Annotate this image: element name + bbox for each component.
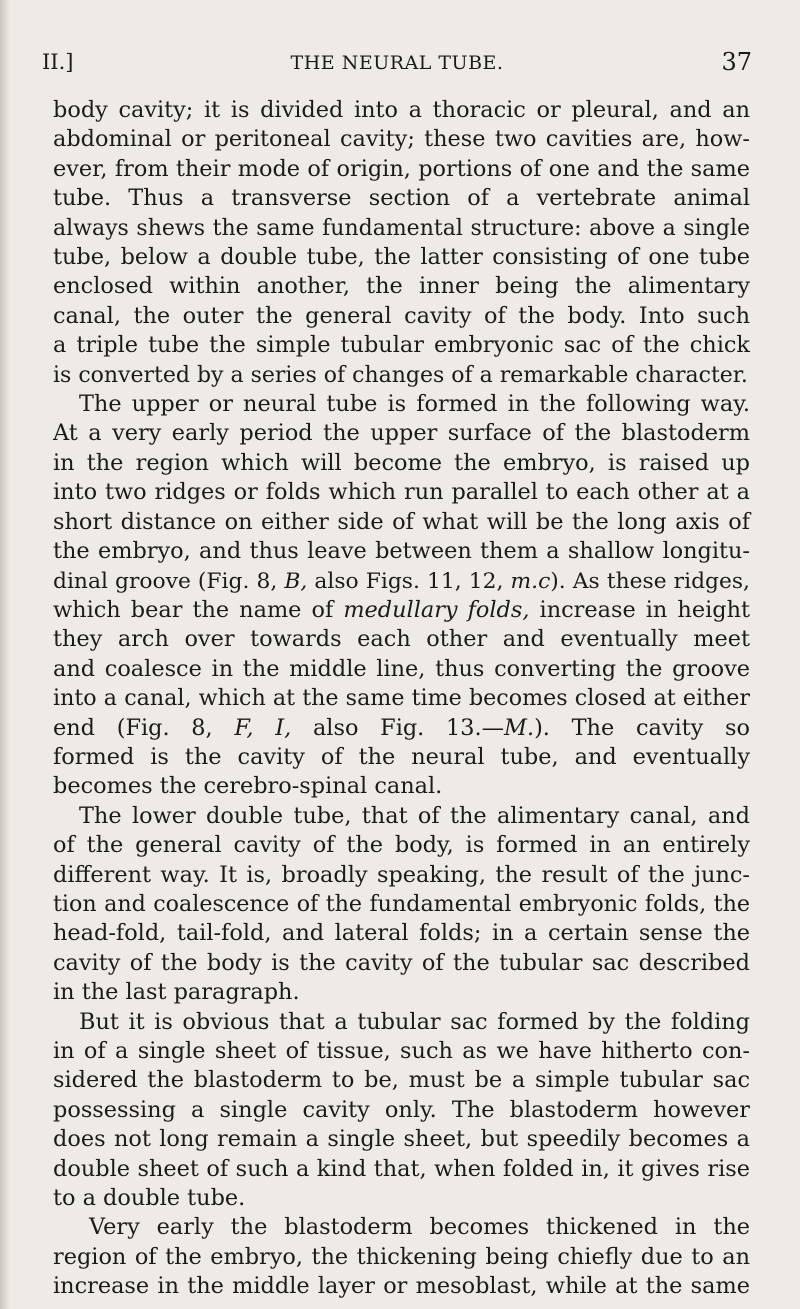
text-line: canal, the outer the general cavity of the body. Into such — [53, 302, 750, 329]
text-line: head-fold, tail-fold, and lateral folds; in a certain sense the — [53, 920, 750, 947]
text-line: in the region which will become the embryo, is raised up — [53, 449, 750, 476]
text-line: double sheet of such a kind that, when folded in, it gives rise — [53, 1155, 750, 1182]
text-line: abdominal or peritoneal cavity; these two cavities are, how- — [53, 126, 750, 153]
text-line: always shews the same fundamental structure: above a single — [53, 215, 750, 241]
text-line: sidered the blastoderm to be, must be a simple tubular sac — [53, 1067, 750, 1094]
text-line: possessing a single cavity only. The blastoderm however — [53, 1096, 750, 1123]
text-line: dinal groove (Fig. 8, B, also Figs. 11, 12, m.c). As these ridges, — [53, 568, 750, 594]
text-line: to a double tube. — [53, 1185, 246, 1212]
text-line: of the general cavity of the body, is formed in an entirely — [53, 832, 750, 859]
text-line: body cavity; it is divided into a thoracic or pleural, and an — [53, 97, 750, 123]
paragraph-start-line: The upper or neural tube is formed in the following way. — [79, 391, 750, 418]
text-line: the embryo, and thus leave between them a shallow longitu- — [53, 538, 750, 565]
paragraph-start-line: Very early the blastoderm becomes thickened in the — [89, 1214, 750, 1241]
text-line: ever, from their mode of origin, portions of one and the same — [53, 155, 750, 182]
paragraph-start-line: The lower double tube, that of the alimentary canal, and — [79, 802, 750, 829]
paragraph-start-line: But it is obvious that a tubular sac formed by the folding — [79, 1008, 750, 1035]
text-line: tube. Thus a transverse section of a vertebrate animal — [53, 185, 750, 212]
text-line: enclosed within another, the inner being the alimentary — [53, 273, 750, 300]
section-marker: II.] — [42, 50, 74, 74]
text-line: into two ridges or folds which run parallel to each other at a — [53, 479, 750, 506]
text-line: different way. It is, broadly speaking, the result of the junc- — [53, 861, 750, 888]
page-gutter-shadow — [0, 0, 10, 1309]
text-line: end (Fig. 8, F, I, also Fig. 13.—M.). The cavity so — [53, 714, 750, 741]
text-line: increase in the middle layer or mesoblast, while at the same — [53, 1273, 750, 1300]
text-line: is converted by a series of changes of a remarkable character. — [53, 362, 748, 388]
text-line: region of the embryo, the thickening being chiefly due to an — [53, 1243, 750, 1270]
text-line: they arch over towards each other and eventually meet — [53, 626, 750, 653]
text-line: does not long remain a single sheet, but speedily becomes a — [53, 1126, 750, 1153]
text-line: and coalesce in the middle line, thus converting the groove — [53, 655, 750, 682]
text-line: cavity of the body is the cavity of the tubular sac described — [53, 949, 750, 976]
text-line: formed is the cavity of the neural tube, and eventually — [53, 743, 750, 770]
text-line: into a canal, which at the same time becomes closed at either — [53, 685, 750, 712]
text-line: in of a single sheet of tissue, such as we have hitherto con- — [53, 1038, 750, 1064]
page-number: 37 — [721, 48, 752, 76]
text-line: in the last paragraph. — [53, 979, 300, 1006]
body-text — [53, 96, 750, 1302]
text-line: short distance on either side of what will be the long axis of — [53, 508, 750, 535]
text-line: which bear the name of medullary folds, increase in height — [53, 596, 750, 623]
text-line: becomes the cerebro-spinal canal. — [53, 773, 443, 800]
running-title: THE NEURAL TUBE. — [290, 52, 504, 74]
text-line: tube, below a double tube, the latter consisting of one tube — [53, 244, 750, 271]
text-line: a triple tube the simple tubular embryonic sac of the chick — [53, 332, 750, 359]
running-header — [42, 48, 752, 80]
text-line: tion and coalescence of the fundamental embryonic folds, the — [53, 890, 750, 917]
text-line: At a very early period the upper surface of the blastoderm — [53, 420, 750, 447]
